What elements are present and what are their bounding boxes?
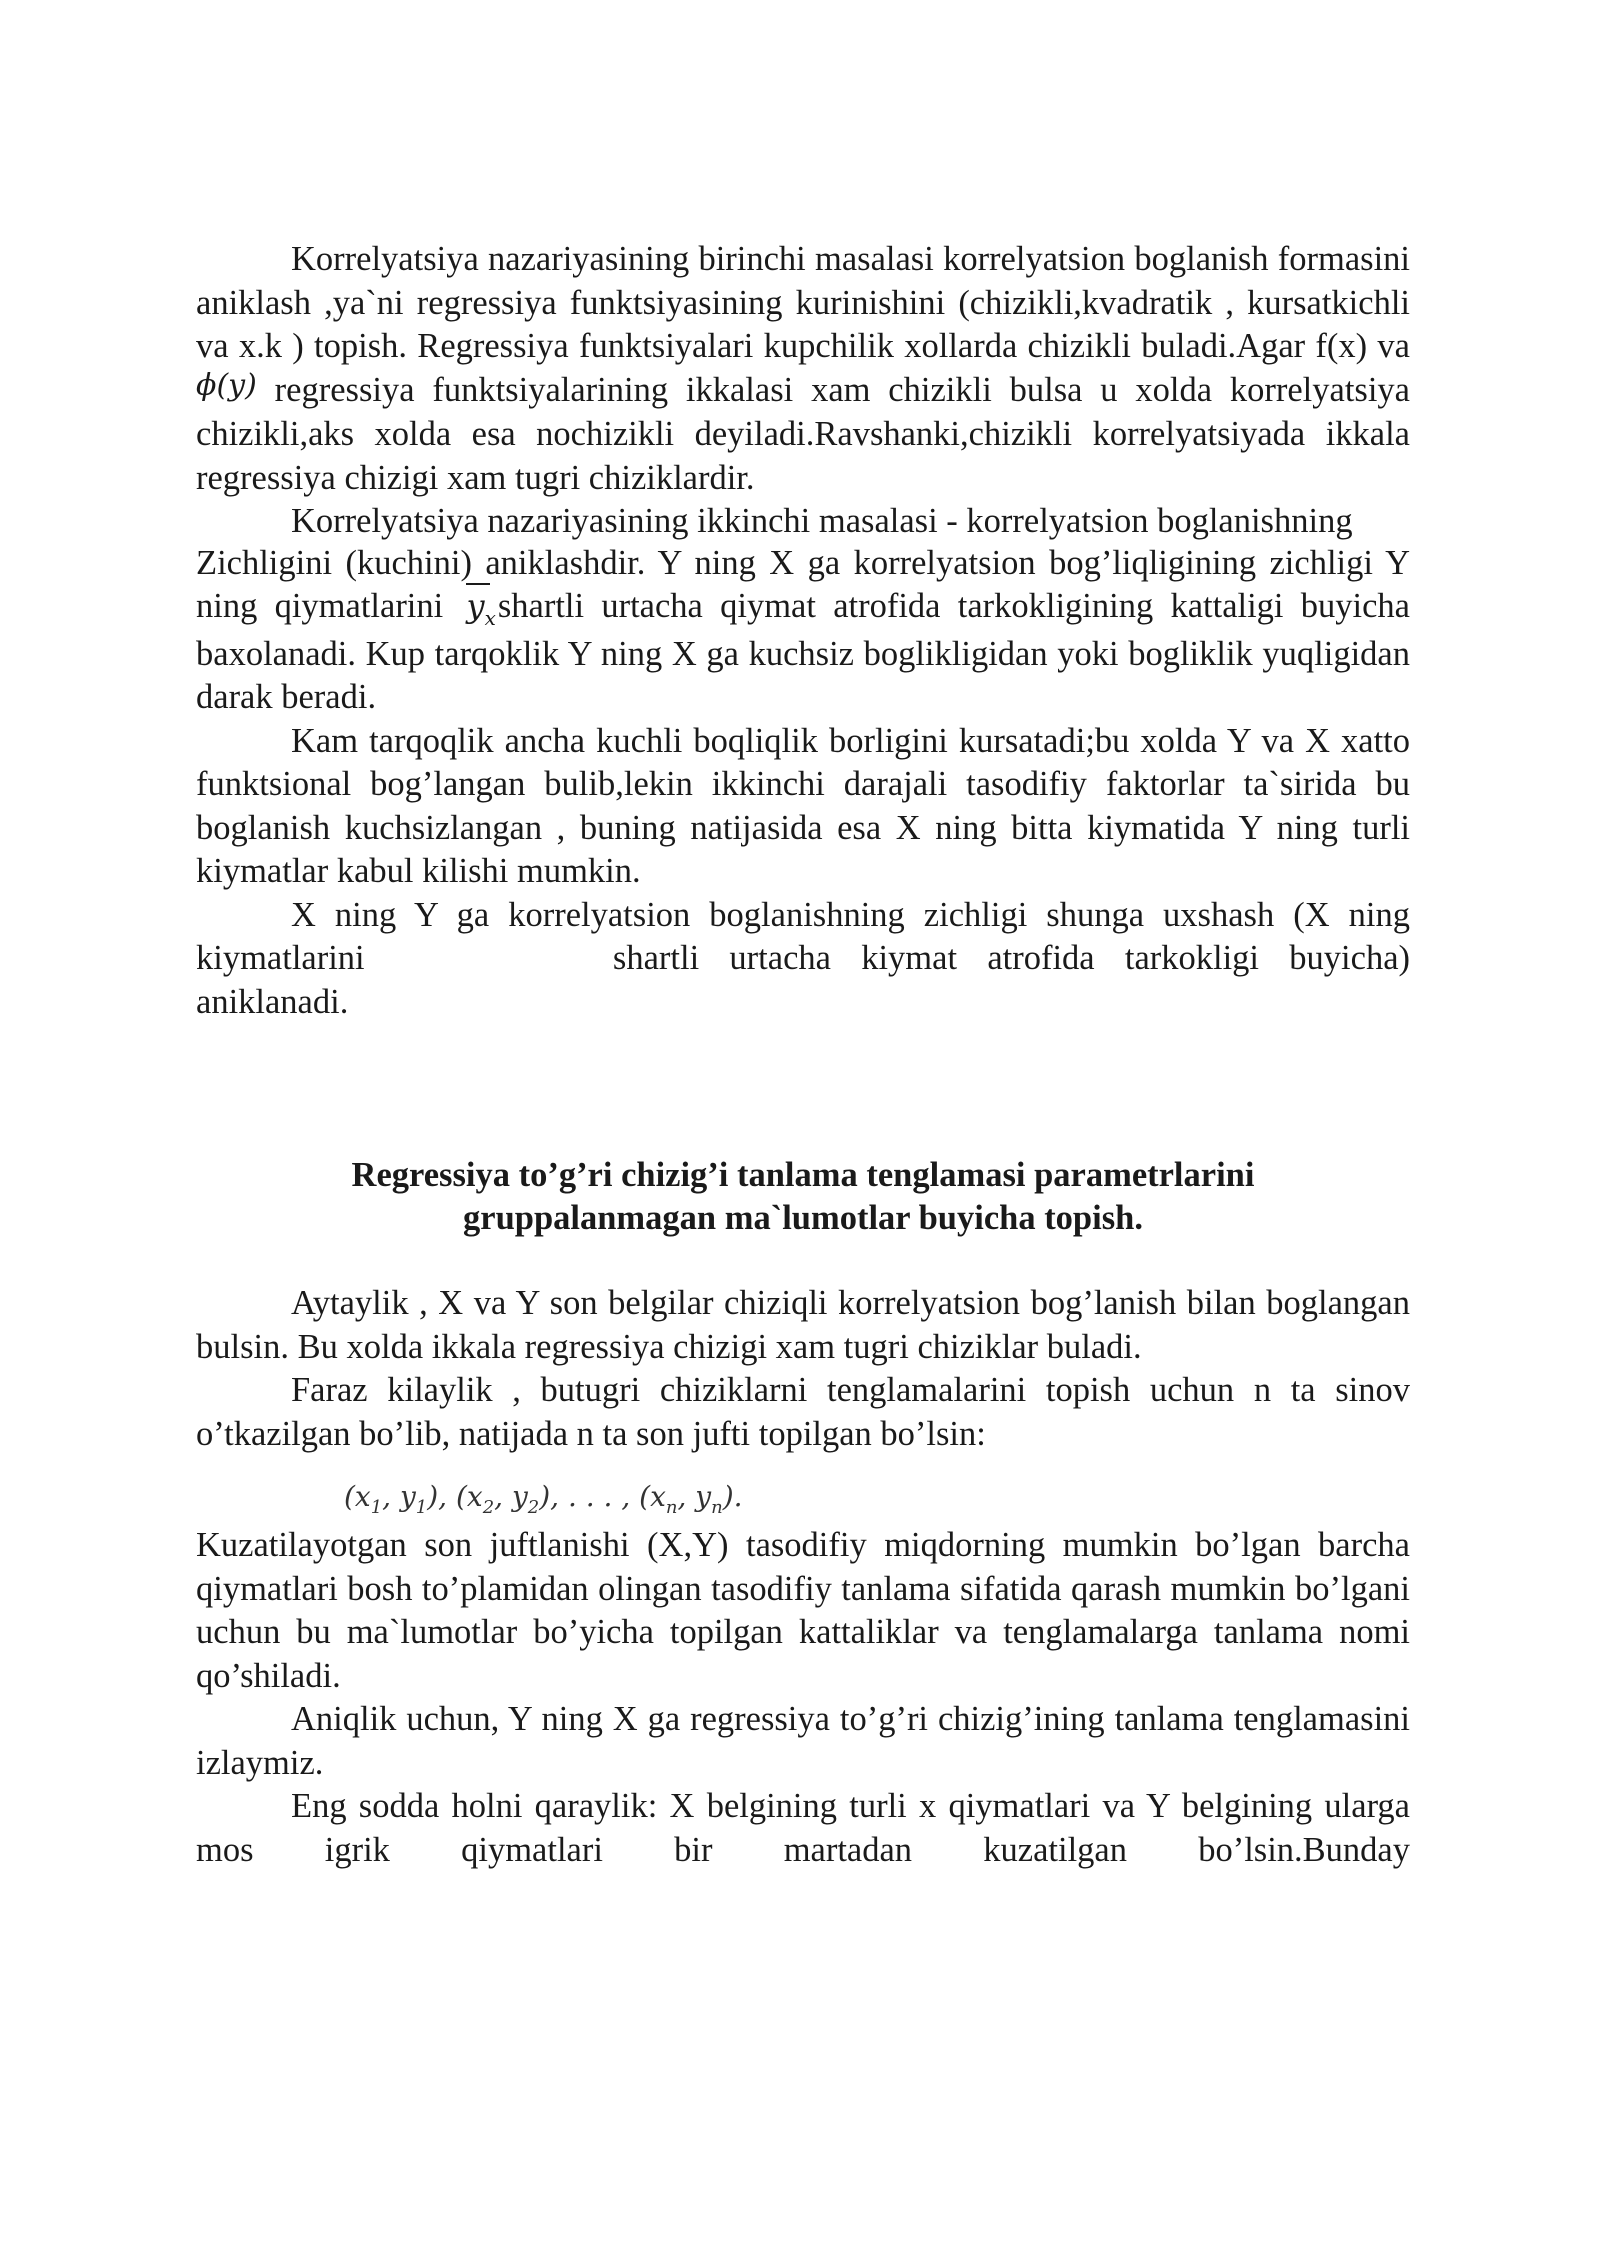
text-run: shartli urtacha kiymat atrofida tarkokligi buyicha) aniklanadi. xyxy=(196,939,1410,1021)
phi-of-y-formula: ϕ(y) xyxy=(196,367,257,403)
text-run: regressiya funktsiyalarining ikkalasi xam chizikli bulsa u xolda korrelyatsiya chizikli,aks xolda esa nochizikli deyiladi.Ravshanki,chizikli korrelyatsiyada ikkala regressiya chizigi xam tugri chiziklardir. xyxy=(196,370,1410,497)
heading-line-1: Regressiya to’g’ri chizig’i tanlama tenglamasi parametrlarini xyxy=(351,1156,1255,1194)
heading-line-2: gruppalanmagan ma`lumotlar buyicha topish. xyxy=(463,1199,1143,1237)
document-page xyxy=(196,238,1410,1872)
pairs-formula: ($x_1$, $y_1$), ($x_2$, $y_2$), . . . , ($x_n$, $y_n$). xyxy=(344,1480,743,1518)
paragraph-first-task xyxy=(196,238,1410,500)
paragraph-suppose: Aytaylik , X va Y son belgilar chiziqli korrelyatsion bog’lanish bilan boglangan bulsin. Bu xolda ikkala regressiya chizigi xam tugri chiziklar buladi. xyxy=(196,1284,1410,1366)
y-bar-x-formula: $y_x$ xyxy=(460,585,495,633)
text-run: X ning Y ga korrelyatsion boglanishning zichligi shunga uxshash (X ning kiymatlarini xyxy=(196,895,1410,977)
paragraph-second-task xyxy=(196,542,1410,720)
text-run: Zichligini (kuchini) aniklashdir. Y ning X ga korrelyatsion bog’liqligining zichligi Y ning qiymatlarini xyxy=(196,543,1410,625)
paragraph-low-dispersion: Kam tarqoqlik ancha kuchli boqliqlik borligini kursatadi;bu xolda Y va X xatto funktsional bog’langan bulib,lekin ikkinchi darajali tasodifiy faktorlar ta`sirida bu boglanish kuchsizlangan , buning natijasida esa X ning bitta kiymatida Y ning turli kiymatlar kabul kilishi mumkin. xyxy=(196,721,1410,890)
paragraph-precision: Aniqlik uchun, Y ning X ga regressiya to’g’ri chizig’ining tanlama tenglamasini izlaymiz. xyxy=(196,1700,1410,1782)
paragraph-x-on-y xyxy=(196,894,1410,1025)
text-run: shartli urtacha qiymat atrofida tarkokligining kattaligi buyicha baxolanadi. Kup tarqoklik Y ning X ga kuchsiz boglikligidan yoki bogliklik yuqligidan darak beradi. xyxy=(196,587,1410,716)
text-run: Korrelyatsiya nazariyasining birinchi masalasi korrelyatsion boglanish formasini aniklash ,ya`ni regressiya funktsiyasining kurinishini (chizikli,kvadratik , kursatkichli va x.k ) topish. Regressiya funktsiyalari kupchilik xollarda chizikli buladi.Agar f(x) va xyxy=(196,240,1410,365)
paragraph-simplest-case: Eng sodda holni qaraylik: X belgining turli x qiymatlari va Y belgining ularga mos igrik qiymatlari bir martadan kuzatilgan bo’lsin.Bunday xyxy=(196,1787,1410,1869)
paragraph-second-task-line1: Korrelyatsiya nazariyasining ikkinchi masalasi - korrelyatsion boglanishning xyxy=(291,502,1353,540)
paragraph-n-trials: Faraz kilaylik , butugri chiziklarni tenglamalarini topish uchun n ta sinov o’tkazilgan bo’lib, natijada n ta son jufti topilgan bo’lsin: xyxy=(196,1371,1410,1453)
section-heading xyxy=(196,1154,1410,1240)
paragraph-sample: Kuzatilayotgan son juftlanishi (X,Y) tasodifiy miqdorning mumkin bo’lgan barcha qiymatlari bosh to’plamidan olingan tasodifiy tanlama sifatida qarash mumkin bo’lgani uchun bu ma`lumotlar bo’yicha topilgan kattaliklar va tenglamalarga tanlama nomi qo’shiladi. xyxy=(196,1526,1410,1695)
